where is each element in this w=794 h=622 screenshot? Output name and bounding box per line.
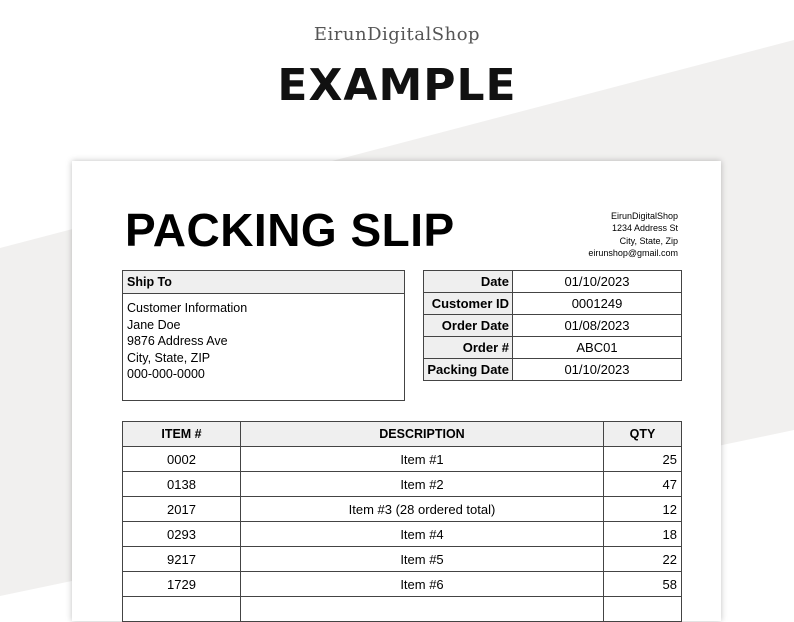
item-qty: 47 — [604, 472, 682, 497]
company-name: EirunDigitalShop — [610, 211, 678, 221]
table-row — [123, 472, 682, 497]
item-number: 0293 — [123, 522, 241, 547]
item-qty: 18 — [604, 522, 682, 547]
info-row-date — [424, 271, 682, 293]
col-header-description: DESCRIPTION — [241, 422, 604, 447]
ship-to-line: 000-000-0000 — [127, 367, 205, 381]
info-row-order-date — [424, 315, 682, 337]
ship-to-line: 9876 Address Ave — [127, 334, 228, 348]
packing-slip-document — [72, 161, 721, 621]
company-info — [588, 210, 678, 260]
item-description: Item #1 — [241, 447, 604, 472]
info-value: 0001249 — [513, 293, 682, 315]
info-value: ABC01 — [513, 337, 682, 359]
info-label: Date — [424, 271, 513, 293]
company-city: City, State, Zip — [619, 235, 678, 246]
item-number — [123, 597, 241, 622]
info-row-customer-id — [424, 293, 682, 315]
item-number: 0138 — [123, 472, 241, 497]
item-description: Item #6 — [241, 572, 604, 597]
company-email: eirunshop@gmail.com — [588, 248, 678, 259]
example-headline: EXAMPLE — [277, 60, 517, 111]
items-table — [122, 421, 682, 622]
item-description: Item #3 (28 ordered total) — [241, 497, 604, 522]
ship-to-line: Jane Doe — [127, 317, 181, 332]
item-qty — [604, 597, 682, 622]
info-row-packing-date — [424, 359, 682, 381]
item-description: Item #2 — [241, 472, 604, 497]
ship-to-line: City, State, ZIP — [127, 350, 211, 365]
col-header-item: ITEM # — [123, 422, 241, 447]
item-description: Item #4 — [241, 522, 604, 547]
info-value: 01/08/2023 — [513, 315, 682, 337]
ship-to-heading: Ship To — [123, 271, 404, 294]
slip-title: PACKING SLIP — [125, 204, 455, 256]
item-number: 9217 — [123, 547, 241, 572]
table-row — [123, 547, 682, 572]
items-header-row — [123, 422, 682, 447]
info-value: 01/10/2023 — [513, 359, 682, 381]
info-label: Customer ID — [424, 293, 513, 315]
item-qty: 12 — [604, 497, 682, 522]
ship-to-line: Customer Information — [127, 301, 248, 315]
info-label: Order Date — [424, 315, 513, 337]
item-qty: 22 — [604, 547, 682, 572]
item-number: 0002 — [123, 447, 241, 472]
item-number: 2017 — [123, 497, 241, 522]
brand-name: EirunDigitalShop — [313, 24, 481, 45]
item-qty: 58 — [604, 572, 682, 597]
order-info-table — [423, 270, 682, 381]
table-row — [123, 447, 682, 472]
info-label: Order # — [424, 337, 513, 359]
item-qty: 25 — [604, 447, 682, 472]
table-row — [123, 572, 682, 597]
info-row-order-number — [424, 337, 682, 359]
table-row — [123, 497, 682, 522]
item-description — [241, 597, 604, 622]
table-row — [123, 597, 682, 622]
item-description: Item #5 — [241, 547, 604, 572]
item-number: 1729 — [123, 572, 241, 597]
table-row — [123, 522, 682, 547]
info-value: 01/10/2023 — [513, 271, 682, 293]
ship-to-box — [122, 270, 405, 401]
company-address: 1234 Address St — [611, 223, 678, 234]
col-header-qty: QTY — [604, 422, 682, 447]
info-label: Packing Date — [424, 359, 513, 381]
ship-to-body — [123, 294, 404, 389]
